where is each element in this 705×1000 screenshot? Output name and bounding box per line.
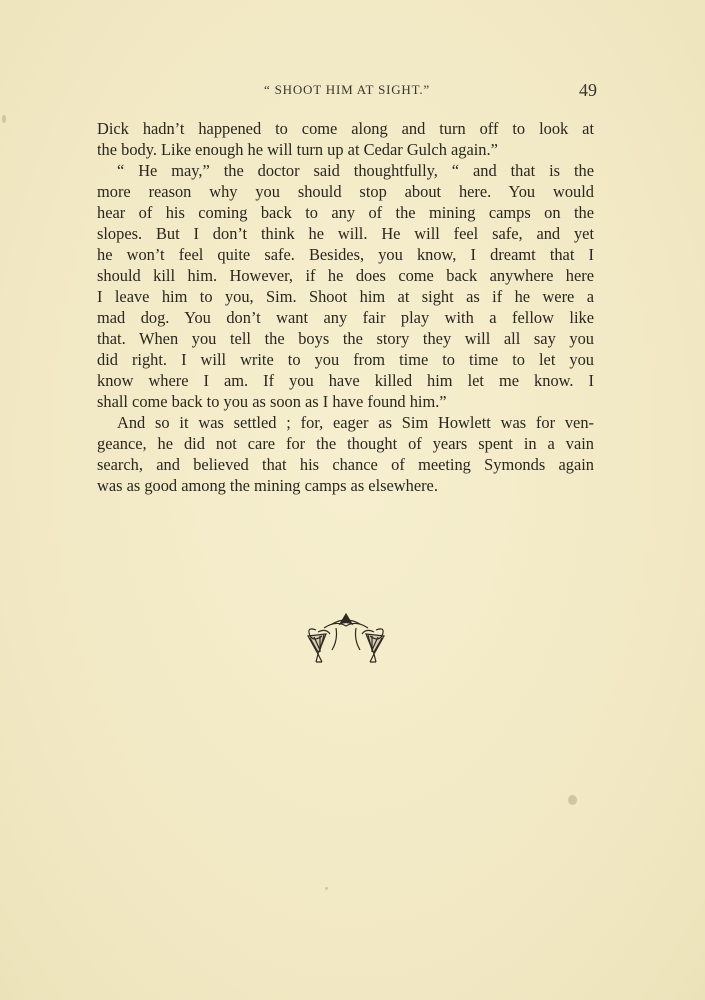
running-title: “ SHOOT HIM AT SIGHT.”: [263, 82, 430, 97]
running-head: [97, 82, 597, 104]
text-line: mad dog. You don’t want any fair play with a fellow like: [97, 308, 594, 327]
decorative-ornament-icon: [296, 610, 396, 666]
body-text: [97, 118, 594, 496]
text-line: should kill him. However, if he does come back anywhere here: [97, 266, 594, 285]
text-line: hear of his coming back to any of the mining camps on the: [97, 203, 594, 222]
text-line: did right. I will write to you from time to time to let you: [97, 350, 594, 369]
paper-speck: [2, 115, 6, 123]
text-line: “ He may,” the doctor said thoughtfully, “ and that is the: [117, 161, 594, 180]
text-line: the body. Like enough he will turn up at Cedar Gulch again.”: [97, 140, 498, 159]
text-line: geance, he did not care for the thought of years spent in a vain: [97, 434, 594, 453]
text-line: he won’t feel quite safe. Besides, you know, I dreamt that I: [97, 245, 594, 264]
text-line: I leave him to you, Sim. Shoot him at sight as if he were a: [97, 287, 594, 306]
text-line: slopes. But I don’t think he will. He will feel safe, and yet: [97, 224, 594, 243]
text-line: And so it was settled ; for, eager as Sim Howlett was for ven-: [117, 413, 594, 432]
text-line: know where I am. If you have killed him let me know. I: [97, 371, 594, 390]
page-number: 49: [579, 80, 597, 100]
text-line: Dick hadn’t happened to come along and turn off to look at: [97, 119, 594, 138]
paper-speck: [568, 795, 577, 805]
text-line: that. When you tell the boys the story they will all say you: [97, 329, 594, 348]
text-line: shall come back to you as soon as I have found him.”: [97, 392, 447, 411]
text-line: more reason why you should stop about here. You would: [97, 182, 594, 201]
text-line: was as good among the mining camps as elsewhere.: [97, 476, 438, 495]
text-line: search, and believed that his chance of meeting Symonds again: [97, 455, 594, 474]
paper-speck: [325, 887, 328, 890]
